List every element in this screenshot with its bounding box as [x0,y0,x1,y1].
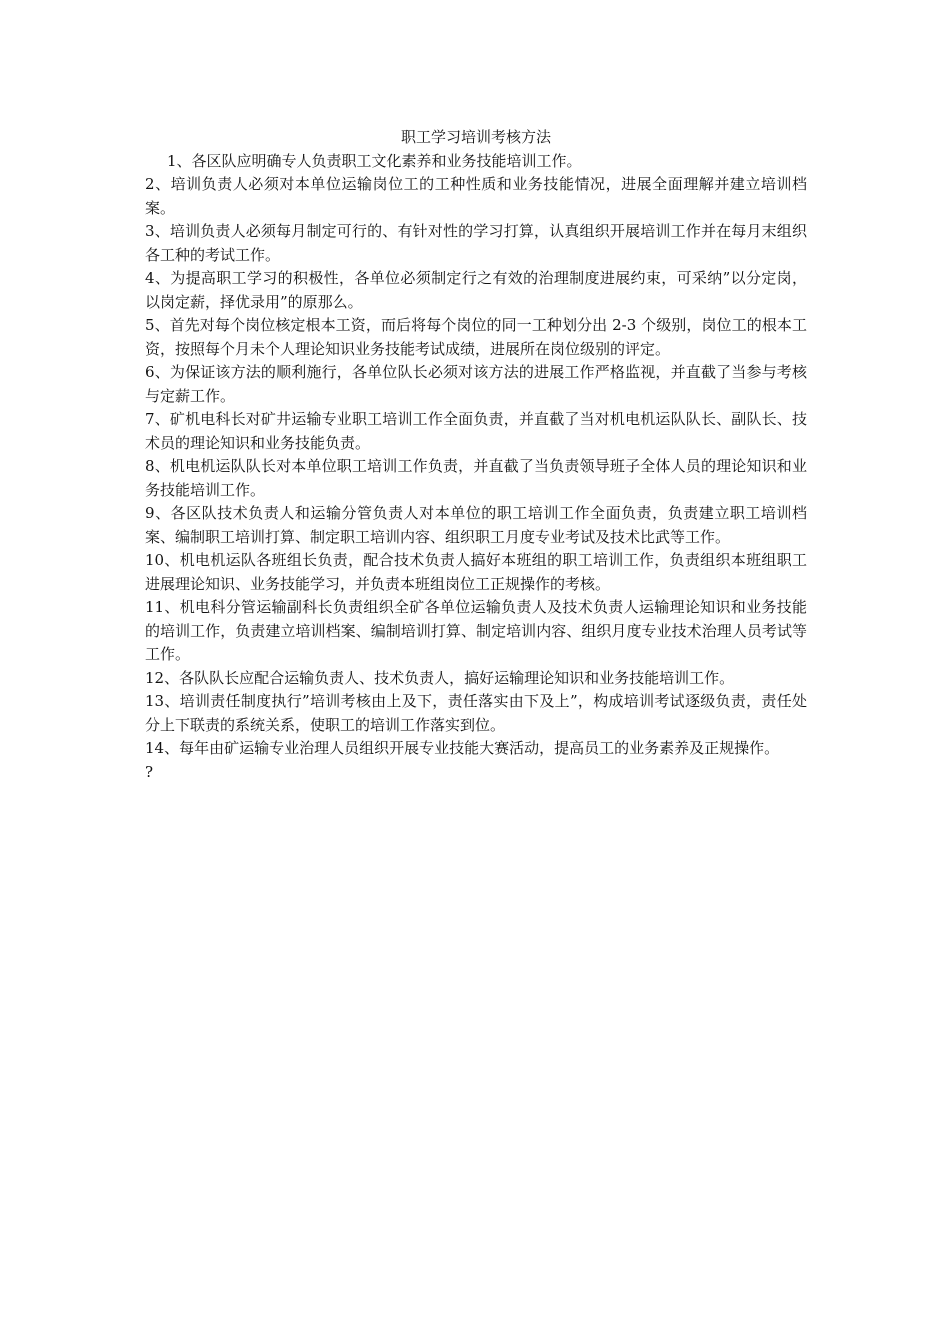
paragraph-2: 2、培训负责人必须对本单位运输岗位工的工种性质和业务技能情况，进展全面理解并建立培训档案。 [145,175,807,217]
paragraph-1: 1、各区队应明确专人负责职工文化素养和业务技能培训工作。 [167,151,582,170]
paragraph-14: 14、每年由矿运输专业治理人员组织开展专业技能大赛活动，提高员工的业务素养及正规操作。 [145,739,780,757]
paragraph-12: 12、各队队长应配合运输负责人、技术负责人，搞好运输理论知识和业务技能培训工作。 [145,668,735,687]
paragraph-3: 3、培训负责人必须每月制定可行的、有针对性的学习打算，认真组织开展培训工作并在每月末组织各工种的考试工作。 [145,222,807,264]
paragraph-4: 4、为提高职工学习的积极性，各单位必须制定行之有效的治理制度进展约束，可采纳”以分定岗，以岗定薪，择优录用”的原那么。 [145,269,807,311]
document-title: 职工学习培训考核方法 [400,128,551,146]
trailing-mark: ? [145,762,154,781]
paragraph-5: 5、首先对每个岗位核定根本工资，而后将每个岗位的同一工种划分出 2-3 个级别，岗位工的根本工资，按照每个月未个人理论知识业务技能考试成绩，进展所在岗位级别的评定。 [145,316,807,358]
paragraph-8: 8、机电机运队队长对本单位职工培训工作负责，并直截了当负责领导班子全体人员的理论知识和业务技能培训工作。 [145,457,807,499]
paragraph-10: 10、机电机运队各班组长负责，配合技术负责人搞好本班组的职工培训工作，负责组织本班组职工进展理论知识、业务技能学习，并负责本班组岗位工正规操作的考核。 [145,551,807,593]
paragraph-9: 9、各区队技术负责人和运输分管负责人对本单位的职工培训工作全面负责，负责建立职工培训档案、编制职工培训打算、制定职工培训内容、组织职工月度专业考试及技术比武等工作。 [145,504,807,546]
paragraph-13: 13、培训责任制度执行”培训考核由上及下，责任落实由下及上”，构成培训考试逐级负责，责任处分上下联责的系统关系，使职工的培训工作落实到位。 [145,692,807,734]
paragraph-11: 11、机电科分管运输副科长负责组织全矿各单位运输负责人及技术负责人运输理论知识和业务技能的培训工作，负责建立培训档案、编制培训打算、制定培训内容、组织月度专业技术治理人员考试等工作。 [145,598,807,663]
paragraph-7: 7、矿机电科长对矿井运输专业职工培训工作全面负责，并直截了当对机电机运队队长、副队长、技术员的理论知识和业务技能负责。 [145,410,807,452]
document-body [145,126,807,784]
paragraph-6: 6、为保证该方法的顺利施行，各单位队长必须对该方法的进展工作严格监视，并直截了当参与考核与定薪工作。 [145,363,807,405]
